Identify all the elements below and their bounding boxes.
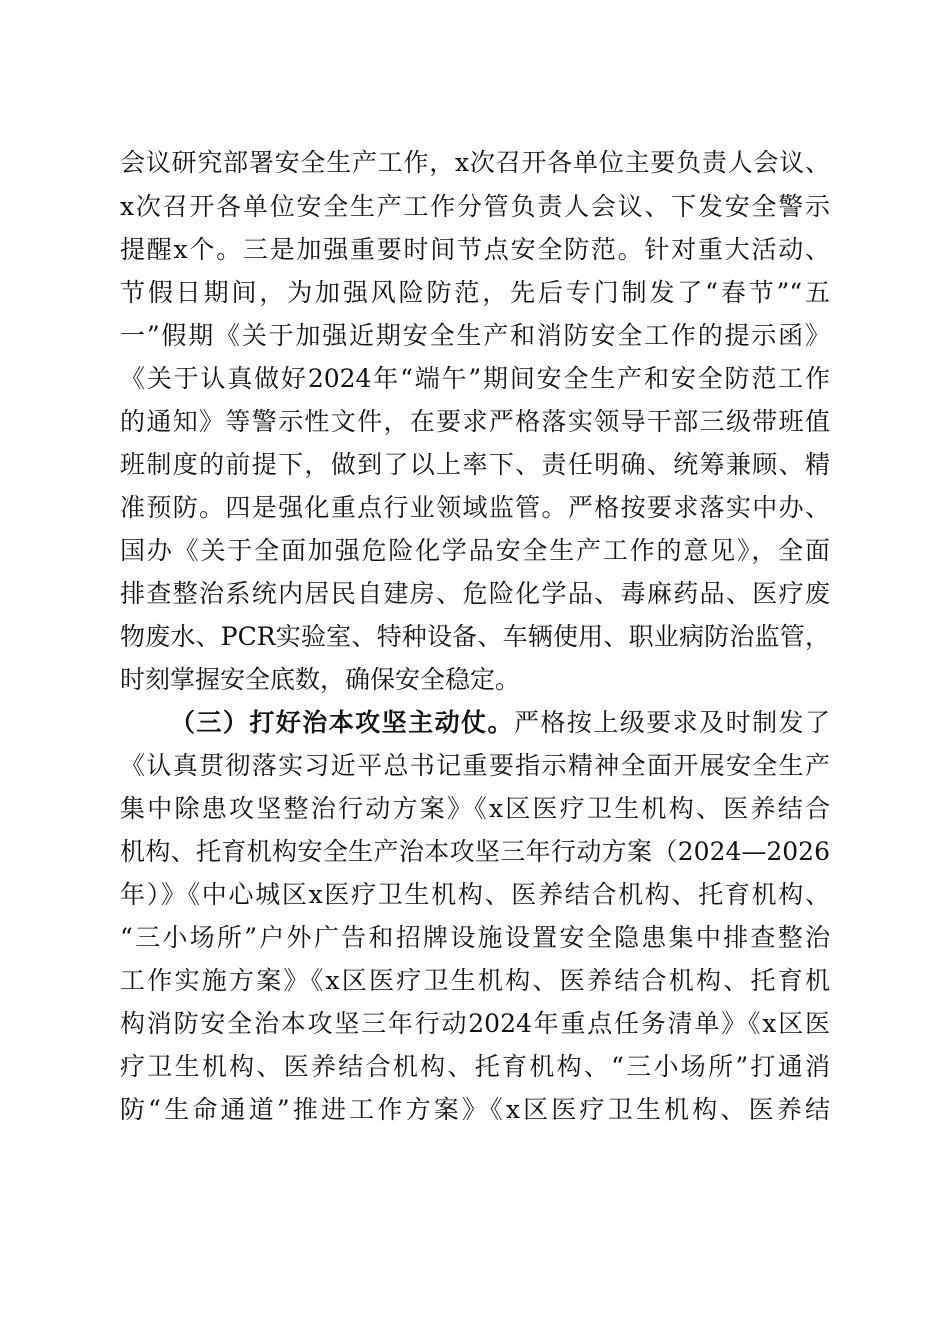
body-line: 疗卫生机构、医养结合机构、托育机构、“三小场所”打通消 (120, 1052, 830, 1081)
body-line: 《认真贯彻落实习近平总书记重要指示精神全面开展安全生产 (120, 751, 830, 780)
body-line: 集中除患攻坚整治行动方案》《x区医疗卫生机构、医养结合 (120, 794, 830, 823)
body-line: 物废水、PCR实验室、特种设备、车辆使用、职业病防治监管， (120, 622, 830, 651)
body-line: 排查整治系统内居民自建房、危险化学品、毒麻药品、医疗废 (120, 579, 830, 608)
body-line: 班制度的前提下，做到了以上率下、责任明确、统筹兼顾、精 (120, 450, 830, 479)
body-line: 防“生命通道”推进工作方案》《x区医疗卫生机构、医养结 (120, 1095, 830, 1124)
body-line: 一”假期《关于加强近期安全生产和消防安全工作的提示函》 (120, 321, 830, 350)
body-line: 准预防。四是强化重点行业领域监管。严格按要求落实中办、 (120, 493, 830, 522)
body-line: 国办《关于全面加强危险化学品安全生产工作的意见》，全面 (120, 536, 830, 565)
body-line: 构消防安全治本攻坚三年行动2024年重点任务清单》《x区医 (120, 1009, 830, 1038)
body-line: x次召开各单位安全生产工作分管负责人会议、下发安全警示 (120, 192, 830, 221)
body-line: 工作实施方案》《x区医疗卫生机构、医养结合机构、托育机 (120, 966, 830, 995)
body-line: 提醒x个。三是加强重要时间节点安全防范。针对重大活动、 (120, 235, 830, 264)
body-line: 年）》《中心城区x医疗卫生机构、医养结合机构、托育机构、 (120, 880, 830, 909)
section-heading-line (170, 703, 830, 743)
section-heading: （三）打好治本攻坚主动仗。 (170, 708, 514, 737)
body-line: 会议研究部署安全生产工作，x次召开各单位主要负责人会议、 (120, 148, 830, 177)
body-line: 《关于认真做好2024年“端午”期间安全生产和安全防范工作 (120, 364, 830, 393)
body-line: 时刻掌握安全底数，确保安全稳定。 (120, 665, 521, 694)
body-line: “三小场所”户外广告和招牌设施设置安全隐患集中排查整治 (120, 923, 830, 952)
body-line: 机构、托育机构安全生产治本攻坚三年行动方案（2024—2026 (120, 837, 830, 866)
body-line: 的通知》等警示性文件，在要求严格落实领导干部三级带班值 (120, 407, 830, 436)
section-heading-rest: 严格按上级要求及时制发了 (513, 708, 830, 737)
body-line: 节假日期间，为加强风险防范，先后专门制发了“春节”“五 (120, 278, 830, 307)
